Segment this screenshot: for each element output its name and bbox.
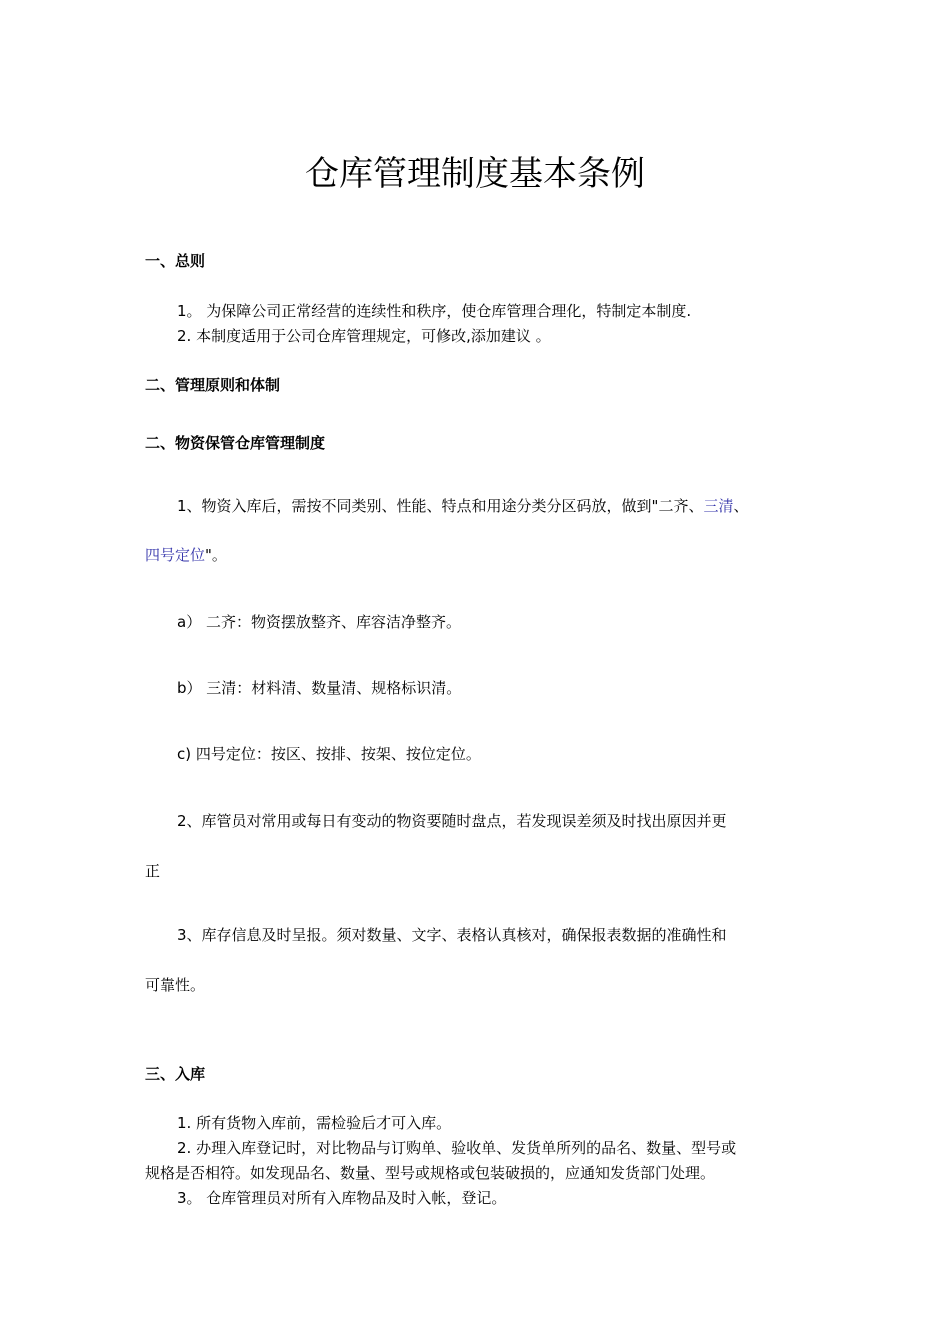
paragraph-storage-1-prefix: 1、物资入库后，需按不同类别、性能、特点和用途分类分区码放，做到"二齐、 — [177, 497, 704, 515]
paragraph-storage-1-suffix: "。 — [205, 546, 227, 564]
sub-item-c: c) 四号定位：按区、按排、按架、按位定位。 — [177, 745, 481, 763]
paragraph-general-1: 1。 为保障公司正常经营的连续性和秩序，使仓库管理合理化，特制定本制度. — [177, 302, 692, 320]
paragraph-inbound-2: 2. 办理入库登记时，对比物品与订购单、验收单、发货单所列的品名、数量、型号或 — [177, 1139, 737, 1157]
paragraph-storage-2: 2、库管员对常用或每日有变动的物资要随时盘点，若发现误差须及时找出原因并更 — [177, 812, 727, 830]
link-four-position[interactable]: 四号定位 — [145, 546, 206, 564]
paragraph-inbound-1: 1. 所有货物入库前，需检验后才可入库。 — [177, 1114, 452, 1132]
paragraph-storage-1-mid: 、 — [733, 497, 749, 515]
document-title: 仓库管理制度基本条例 — [305, 154, 645, 194]
section-heading-storage: 二、物资保管仓库管理制度 — [145, 434, 326, 452]
paragraph-storage-1 — [177, 495, 748, 517]
section-heading-inbound: 三、入库 — [145, 1065, 206, 1083]
paragraph-inbound-3: 3。 仓库管理员对所有入库物品及时入帐，登记。 — [177, 1189, 507, 1207]
paragraph-storage-3-cont: 可靠性。 — [145, 976, 206, 994]
section-heading-general: 一、总则 — [145, 252, 206, 270]
paragraph-storage-1-cont — [145, 544, 227, 566]
paragraph-storage-3: 3、库存信息及时呈报。须对数量、文字、表格认真核对，确保报表数据的准确性和 — [177, 926, 727, 944]
section-heading-principles: 二、管理原则和体制 — [145, 376, 281, 394]
sub-item-a: a） 二齐：物资摆放整齐、库容洁净整齐。 — [177, 613, 461, 631]
sub-item-b: b） 三清：材料清、数量清、规格标识清。 — [177, 679, 462, 697]
paragraph-general-2: 2. 本制度适用于公司仓库管理规定，可修改,添加建议 。 — [177, 327, 551, 345]
paragraph-storage-2-cont: 正 — [145, 862, 161, 880]
link-three-clear[interactable]: 三清 — [703, 497, 734, 515]
paragraph-inbound-2-cont: 规格是否相符。如发现品名、数量、型号或规格或包装破损的，应通知发货部门处理。 — [145, 1164, 716, 1182]
